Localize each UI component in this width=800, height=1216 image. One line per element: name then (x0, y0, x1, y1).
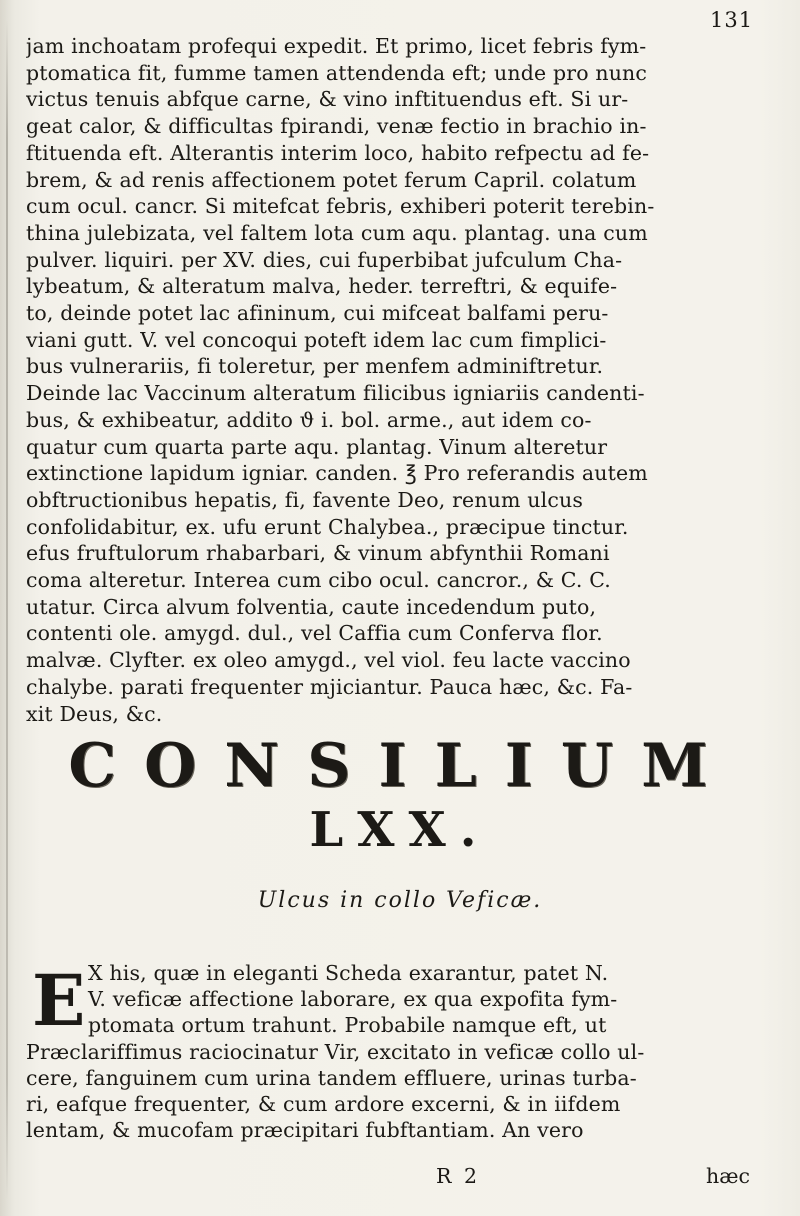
text-line: V. veficæ affectione laborare, ex qua expofita fym- (88, 987, 618, 1012)
text-line: malvæ. Clyfter. ex oleo amygd., vel viol. feu lacte vaccino (26, 648, 631, 673)
text-line: efus fruftulorum rhabarbari, & vinum abfynthii Romani (26, 541, 610, 566)
text-line: viani gutt. V. vel concoqui poteft idem lac cum fimplici- (26, 327, 607, 352)
text-line: ptomata ortum trahunt. Probabile namque eft, ut (88, 1013, 607, 1038)
section-heading: CONSILIUM (68, 731, 736, 801)
signature-mark: R 2 (436, 1164, 480, 1188)
section-numeral: LXX. (309, 802, 491, 858)
text-line: cum ocul. cancr. Si mitefcat febris, exhiberi poterit terebin- (26, 194, 655, 219)
binding-gutter (6, 20, 8, 1200)
text-line: confolidabitur, ex. ufu erunt Chalybea., præcipue tinctur. (26, 514, 629, 539)
text-line: brem, & ad renis affectionem potet ferum Capril. colatum (26, 167, 637, 192)
text-line: chalybe. parati frequenter mjiciantur. Pauca hæc, &c. Fa- (26, 674, 633, 699)
text-line: thina julebizata, vel faltem lota cum aqu. plantag. una cum (26, 220, 648, 245)
text-line: quatur cum quarta parte aqu. plantag. Vinum alteretur (26, 434, 608, 459)
text-line: extinctione lapidum igniar. canden. ℥ Pro referandis autem (26, 461, 648, 486)
text-line: victus tenuis abfque carne, & vino inftituendus eft. Si ur- (26, 87, 629, 112)
text-line: coma alteretur. Interea cum cibo ocul. cancror., & C. C. (26, 568, 611, 593)
text-line: bus, & exhibeatur, addito ϑ i. bol. arme., aut idem co- (26, 407, 592, 432)
text-line: bus vulnerariis, fi toleretur, per menfem adminiftretur. (26, 354, 604, 379)
paragraph-1 (26, 33, 778, 727)
text-line: Præclariffimus raciocinatur Vir, excitato in veficæ collo ul- (26, 1039, 645, 1064)
text-line: Deinde lac Vaccinum alteratum filicibus igniariis candenti- (26, 381, 645, 406)
drop-capital: E (32, 959, 86, 1042)
text-line: utatur. Circa alvum folventia, caute incedendum puto, (26, 594, 597, 619)
text-line: lybeatum, & alteratum malva, heder. terreftri, & equife- (26, 274, 618, 299)
text-line: geat calor, & difficultas fpirandi, venæ fectio in brachio in- (26, 114, 647, 139)
page-number: 131 (710, 8, 754, 32)
text-line: contenti ole. amygd. dul., vel Caffia cum Conferva flor. (26, 621, 603, 646)
text-line: ri, eafque frequenter, & cum ardore excerni, & in iifdem (26, 1092, 621, 1117)
text-line: lentam, & mucofam præcipitari fubftantiam. An vero (26, 1118, 584, 1143)
text-line: to, deinde potet lac afininum, cui mifceat balfami peru- (26, 301, 609, 326)
text-line: pulver. liquiri. per XV. dies, cui fuperbibat jufculum Cha- (26, 247, 623, 272)
text-line: ptomatica fit, fumme tamen attendenda eft; unde pro nunc (26, 60, 648, 85)
text-line: cere, fanguinem cum urina tandem effluere, urinas turba- (26, 1065, 637, 1090)
section-subtitle: Ulcus in collo Veficæ. (257, 888, 543, 913)
catchword: hæc (706, 1164, 750, 1188)
text-line: obftructionibus hepatis, fi, favente Deo, renum ulcus (26, 487, 583, 512)
text-line: ftituenda eft. Alterantis interim loco, habito refpectu ad fe- (26, 140, 650, 165)
text-line: X his, quæ in eleganti Scheda exarantur, patet N. (88, 961, 609, 985)
text-line: xit Deus, &c. (26, 701, 163, 726)
text-line: jam inchoatam profequi expedit. Et primo, licet febris fym- (26, 34, 647, 58)
paragraph-2 (26, 960, 778, 1143)
